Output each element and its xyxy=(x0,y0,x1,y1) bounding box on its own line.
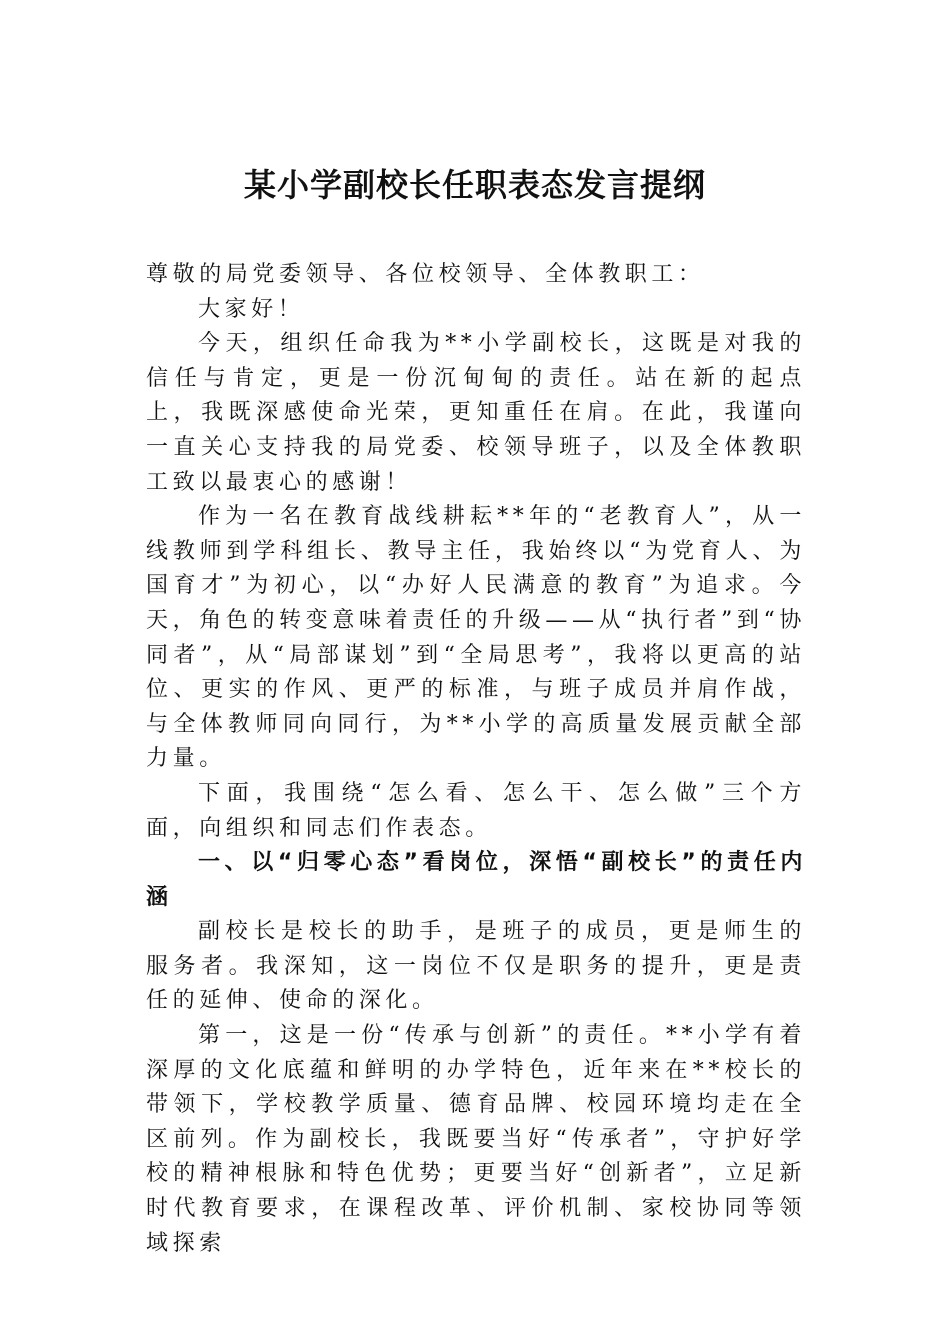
greeting: 大家好！ xyxy=(198,296,305,322)
salutation: 尊敬的局党委领导、各位校领导、全体教职工： xyxy=(146,262,705,287)
paragraph-appointment-thanks: 今天，组织任命我为**小学副校长，这既是对我的信任与肯定，更是一份沉甸甸的责任。站在新的起点上，我既深感使命光荣，更知重任在肩。在此，我谨向一直关心支持我的局党委、校领导班子，以及全体教职工致以最衷心的感谢！ xyxy=(146,331,806,495)
paragraph-first-responsibility: 第一，这是一份“传承与创新”的责任。**小学有着深厚的文化底蕴和鲜明的办学特色，近年来在**校长的带领下，学校教学质量、德育品牌、校园环境均走在全区前列。作为副校长，我既要当好“传承者”，守护好学校的精神根脉和特色优势；更要当好“创新者”，立足新时代教育要求，在课程改革、评价机制、家校协同等领域探索 xyxy=(146,1023,806,1256)
section-heading-1: 一、以“归零心态”看岗位，深悟“副校长”的责任内涵 xyxy=(146,850,806,910)
document-body xyxy=(146,258,806,1261)
paragraph-role-meaning: 副校长是校长的助手，是班子的成员，更是师生的服务者。我深知，这一岗位不仅是职务的提升，更是责任的延伸、使命的深化。 xyxy=(146,919,806,1014)
paragraph-background: 作为一名在教育战线耕耘**年的“老教育人”，从一线教师到学科组长、教导主任，我始终以“为党育人、为国育才”为初心，以“办好人民满意的教育”为追求。今天，角色的转变意味着责任的升级——从“执行者”到“协同者”，从“局部谋划”到“全局思考”，我将以更高的站位、更实的作风、更严的标准，与班子成员并肩作战，与全体教师同向同行，为**小学的高质量发展贡献全部力量。 xyxy=(146,504,806,772)
paragraph-outline: 下面，我围绕“怎么看、怎么干、怎么做”三个方面，向组织和同志们作表态。 xyxy=(146,780,806,841)
document-title: 某小学副校长任职表态发言提纲 xyxy=(243,166,706,204)
